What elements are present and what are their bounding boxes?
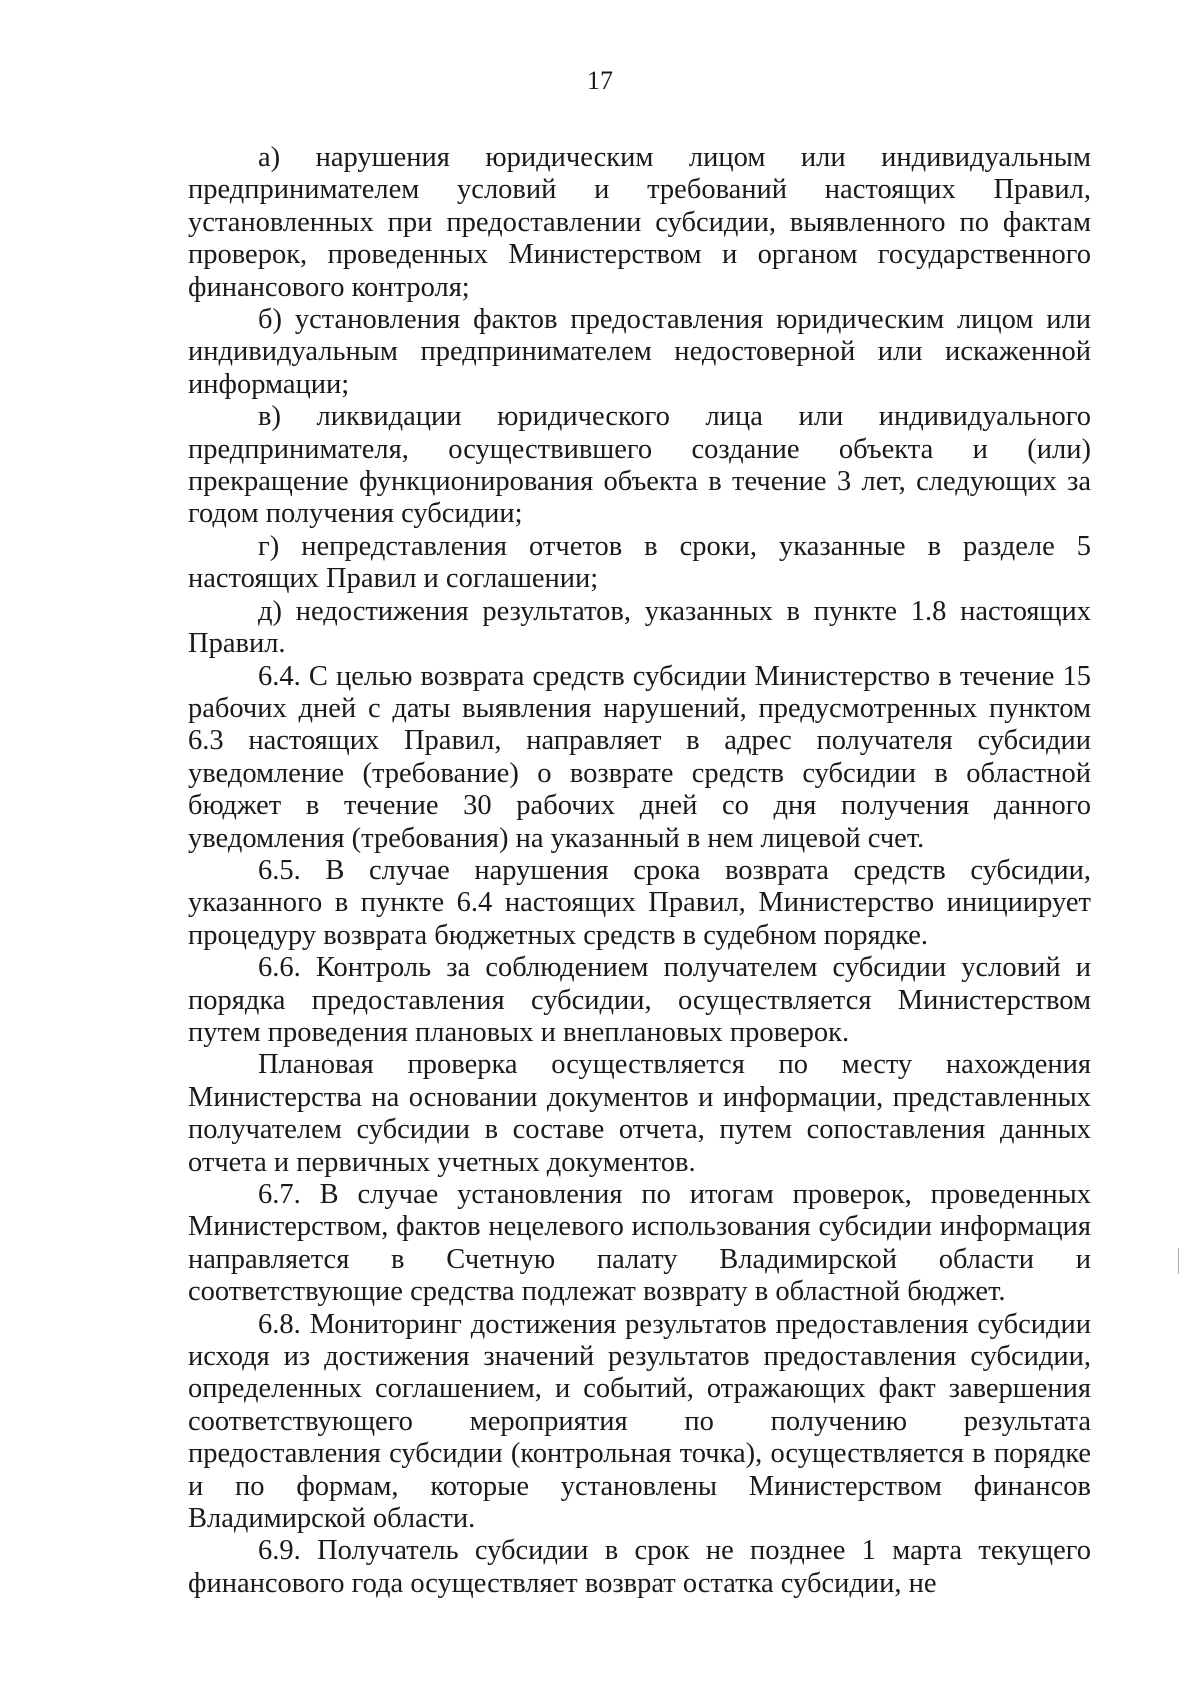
paragraph-clause-b: б) установления фактов предоставления юридическим лицом или индивидуальным предпринимателем недостоверной или искаженной информации; [188, 304, 1091, 400]
scan-artifact-line [1178, 1248, 1179, 1274]
paragraph-section-6-7: 6.7. В случае установления по итогам проверок, проведенных Министерством, фактов нецелевого использования субсидии информация направляется в Счетную палату Владимирской области и соответствующие средства подлежат возврату в областной бюджет. [188, 1179, 1091, 1308]
document-body [188, 142, 1091, 1600]
paragraph-clause-a: а) нарушения юридическим лицом или индивидуальным предпринимателем условий и требований настоящих Правил, установленных при предоставлении субсидии, выявленного по фактам проверок, проведенных Министерством и органом государственного финансового контроля; [188, 142, 1091, 303]
paragraph-section-6-5: 6.5. В случае нарушения срока возврата средств субсидии, указанного в пункте 6.4 настоящих Правил, Министерство инициирует процедуру возврата бюджетных средств в судебном порядке. [188, 854, 1091, 951]
paragraph-clause-d: д) недостижения результатов, указанных в пункте 1.8 настоящих Правил. [188, 595, 1091, 660]
paragraph-section-6-8: 6.8. Мониторинг достижения результатов предоставления субсидии исходя из достижения значений результатов предоставления субсидии, определенных соглашением, и событий, отражающих факт завершения соответствующего мероприятия по получению результата предоставления субсидии (контрольная точка), осуществляется в порядке и по формам, которые установлены Министерством финансов Владимирской области. [188, 1308, 1091, 1535]
paragraph-section-6-6: 6.6. Контроль за соблюдением получателем субсидии условий и порядка предоставления субсидии, осуществляется Министерством путем проведения плановых и внеплановых проверок. [188, 952, 1091, 1048]
paragraph-section-6-4: 6.4. С целью возврата средств субсидии Министерство в течение 15 рабочих дней с даты выявления нарушений, предусмотренных пунктом 6.3 настоящих Правил, направляет в адрес получателя субсидии уведомление (требование) о возврате средств субсидии в областной бюджет в течение 30 рабочих дней со дня получения данного уведомления (требования) на указанный в нем лицевой счет. [188, 660, 1091, 854]
page-number: 17 [587, 66, 613, 95]
paragraph-clause-v: в) ликвидации юридического лица или индивидуального предпринимателя, осуществившего создание объекта и (или) прекращение функционирования объекта в течение 3 лет, следующих за годом получения субсидии; [188, 401, 1091, 530]
paragraph-section-6-9: 6.9. Получатель субсидии в срок не позднее 1 марта текущего финансового года осуществляет возврат остатка субсидии, не [188, 1535, 1091, 1599]
paragraph-planned-inspection: Плановая проверка осуществляется по месту нахождения Министерства на основании документов и информации, представленных получателем субсидии в составе отчета, путем сопоставления данных отчета и первичных учетных документов. [188, 1049, 1091, 1178]
paragraph-clause-g: г) непредставления отчетов в сроки, указанные в разделе 5 настоящих Правил и соглашении; [188, 530, 1091, 595]
